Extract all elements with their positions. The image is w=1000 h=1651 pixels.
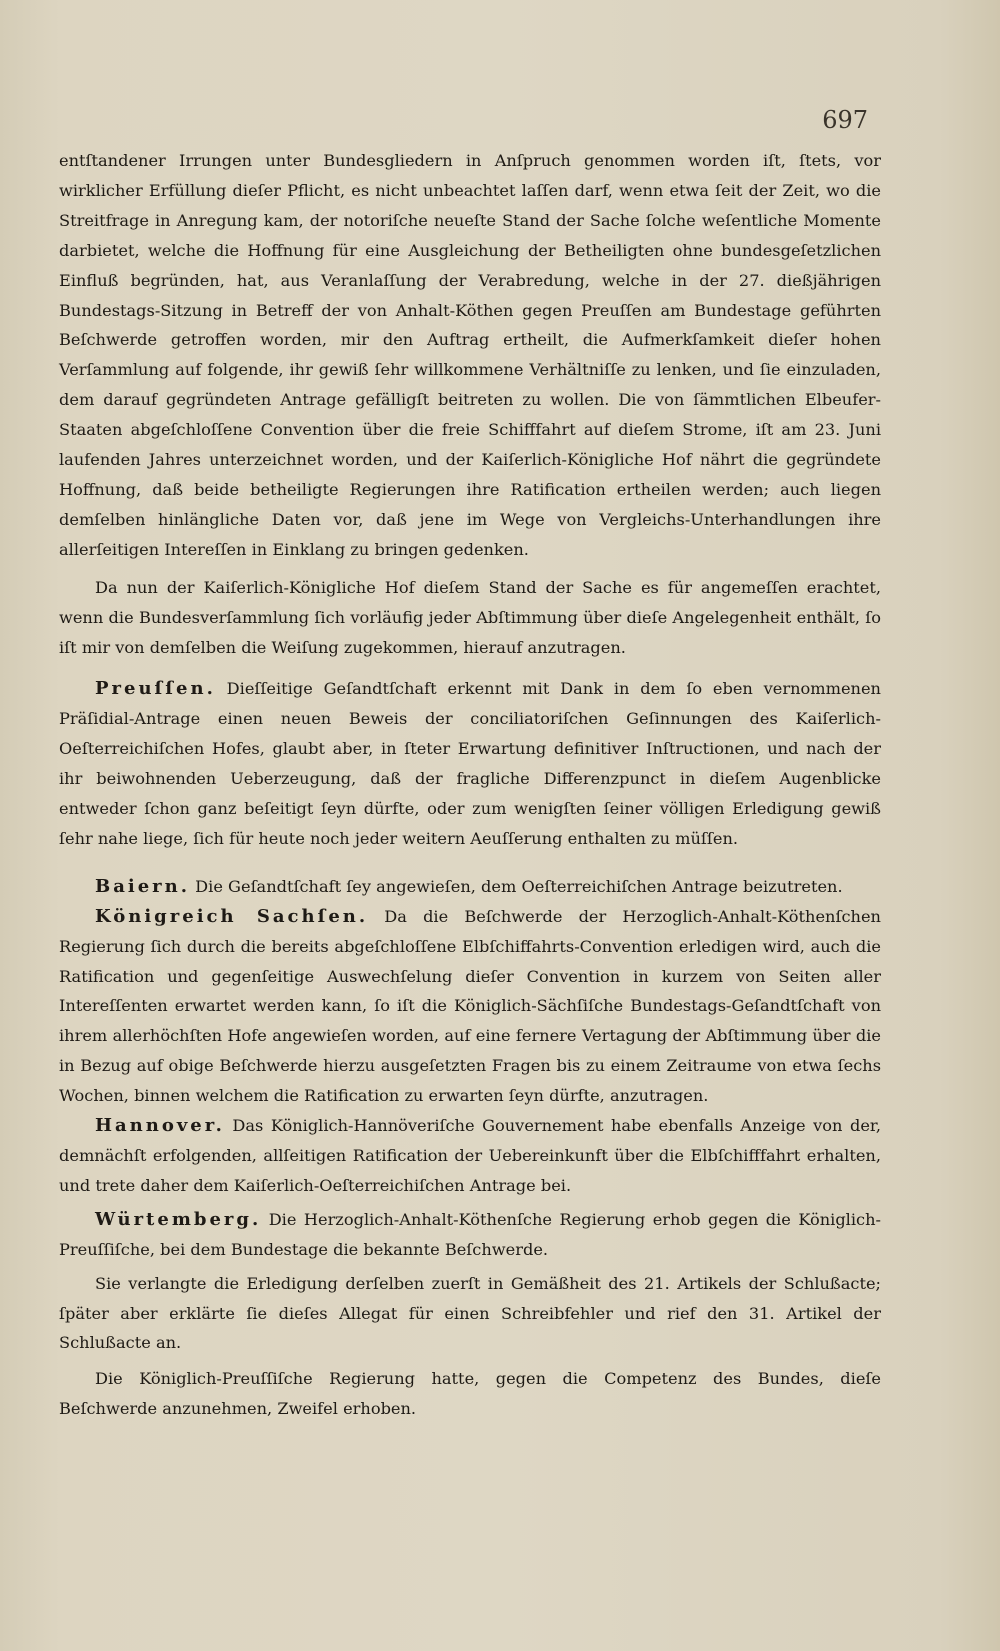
paragraph-vote-preussen (59, 674, 881, 853)
speaker-label: Königreich Sachſen. (95, 905, 369, 927)
paragraph-schlussacte (59, 1269, 881, 1359)
speaker-label: Hannover. (95, 1115, 225, 1137)
paragraph-presidial-motion (59, 573, 881, 663)
paragraph-text: entſtandener Irrungen unter Bundesgliedern in Anſpruch genommen worden iſt, ſtets, vor wirklicher Erfüllung dieſer Pflicht, es nicht unbeachtet laſſen darf, wenn etwa ſeit der Zeit, wo die Streitfrage in Anregung kam, der notoriſche neueſte Stand der Sache ſolche weſentliche Momente darbietet, welche die Hoffnung für eine Ausgleichung der Betheiligten ohne bundesgeſetzlichen Einfluß begründen, hat, aus Veranlaſſung der Verabredung, welche in der 27. dießjährigen Bundestags-Sitzung in Betreff der von Anhalt-Köthen gegen Preuſſen am Bundestage geführten Beſchwerde getroffen worden, mir den Auftrag ertheilt, die Aufmerkſamkeit dieſer hohen Verſammlung auf folgende, ihr gewiß ſehr willkommene Verhältniſſe zu lenken, und ſie einzuladen, dem darauf gegründeten Antrage gefälligſt beitreten zu wollen. Die von ſämmtlichen Elbeufer-Staaten abgeſchloſſene Convention über die freie Schifffahrt auf dieſem Strome, iſt am 23. Juni laufenden Jahres unterzeichnet worden, und der Kaiſerlich-Königliche Hof nährt die gegründete Hoffnung, daß beide betheiligte Regierungen ihre Ratification ertheilen werden; auch liegen demſelben hinlängliche Daten vor, daß jene im Wege von Vergleichs-Unterhandlungen ihre allerſeitigen Intereſſen in Einklang zu bringen gedenken. (59, 151, 881, 559)
paragraph-text: Da nun der Kaiſerlich-Königliche Hof dieſem Stand der Sache es für angemeſſen erachtet, wenn die Bundesverſammlung ſich vorläufig jeder Abſtimmung über dieſe Angelegenheit enthält, ſo iſt mir von demſelben die Weiſung zugekommen, hierauf anzutragen. (59, 577, 881, 657)
paragraph-text: Das Königlich-Hannöveriſche Gouvernement habe ebenfalls Anzeige von der, demnächſt erfolgenden, allſeitigen Ratification der Uebereinkunft über die Elbſchifffahrt erhalten, und trete daher dem Kaiſerlich-Oeſterreichiſchen Antrage bei. (59, 1116, 881, 1195)
paragraph-text: Sie verlangte die Erledigung derſelben zuerſt in Gemäßheit des 21. Artikels der Schlußacte; ſpäter aber erklärte ſie dieſes Allegat für einen Schreibfehler und rief den 31. Artikel der Schlußacte an. (59, 1273, 881, 1353)
paragraph-text: Da die Beſchwerde der Herzoglich-Anhalt-Köthenſchen Regierung ſich durch die bereits abgeſchloſſene Elbſchiffahrts-Convention erledigen wird, auch die Ratification und gegenſeitige Auswechſelung dieſer Convention in kurzem von Seiten aller Intereſſenten erwartet werden kann, ſo iſt die Königlich-Sächſiſche Bundestags-Geſandtſchaft von ihrem allerhöchſten Hofe angewieſen worden, auf eine fernere Vertagung der Abſtimmung über die in Bezug auf obige Beſchwerde hierzu ausgeſetzten Fragen bis zu einem Zeitraume von etwa ſechs Wochen, binnen welchem die Ratification zu erwarten ſeyn dürfte, anzutragen. (59, 906, 881, 1106)
paragraph-continuation (59, 146, 881, 565)
paragraph-vote-wuertemberg (59, 1205, 881, 1265)
paragraph-competenz (59, 1364, 881, 1424)
paragraph-text: Dieſſeitige Geſandtſchaft erkennt mit Dank in dem ſo eben vernommenen Präſidial-Antrage einen neuen Beweis der conciliatoriſchen Geſinnungen des Kaiſerlich-Oeſterreichiſchen Hofes, glaubt aber, in ſteter Erwartung definitiver Inſtructionen, und nach der ihr beiwohnenden Ueberzeugung, daß der fragliche Differenzpunct in dieſem Augenblicke entweder ſchon ganz beſeitigt ſeyn dürfte, oder zum wenigſten ſeiner völligen Erledigung gewiß ſehr nahe liege, ſich für heute noch jeder weitern Aeuſſerung enthalten zu müſſen. (59, 679, 881, 848)
paragraph-text: Die Königlich-Preuſſiſche Regierung hatte, gegen die Competenz des Bundes, dieſe Beſchwerde anzunehmen, Zweifel erhoben. (59, 1369, 881, 1419)
paragraph-vote-sachsen (59, 902, 881, 1111)
paragraph-vote-baiern (59, 872, 881, 902)
page-number: 697 (822, 106, 868, 134)
paragraph-text: Die Herzoglich-Anhalt-Köthenſche Regierung erhob gegen die Königlich-Preuſſiſche, bei dem Bundestage die bekannte Beſchwerde. (59, 1209, 881, 1259)
speaker-label: Würtemberg. (95, 1208, 262, 1230)
speaker-label: Preuſſen. (95, 678, 216, 700)
paragraph-text: Die Geſandtſchaft ſey angewieſen, dem Oeſterreichiſchen Antrage beizutreten. (195, 876, 843, 896)
paragraph-vote-hannover (59, 1111, 881, 1201)
text-body (59, 146, 881, 1424)
speaker-label: Baiern. (95, 875, 191, 897)
